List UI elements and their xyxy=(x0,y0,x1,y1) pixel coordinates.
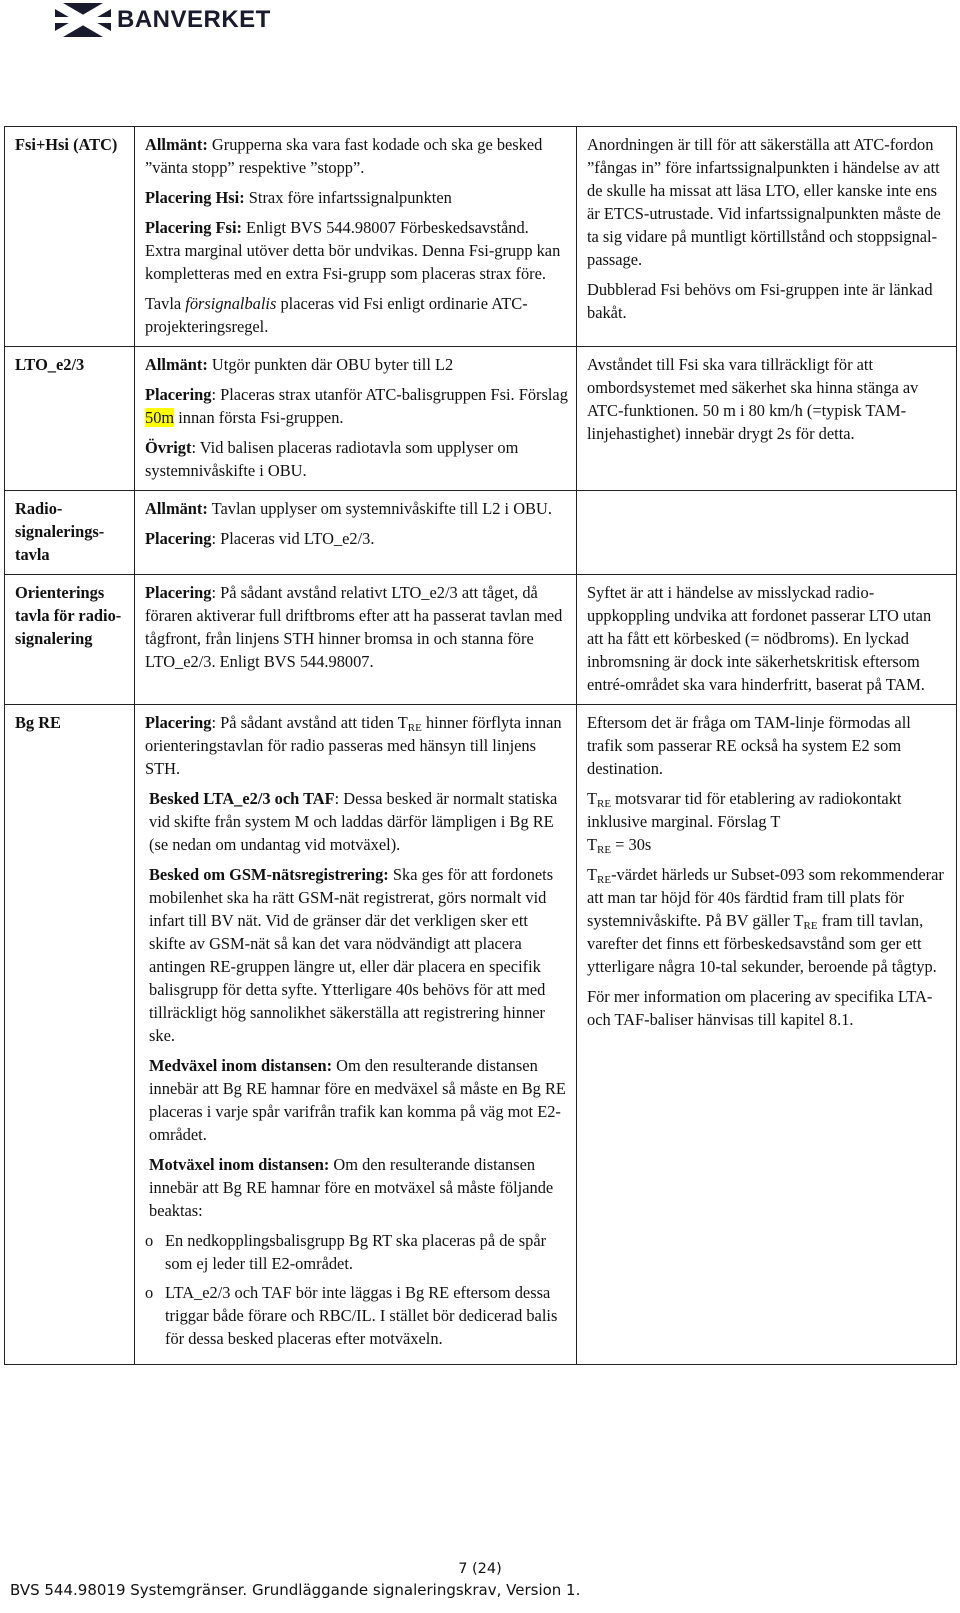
para-label: Allmänt: xyxy=(145,499,208,518)
table-row xyxy=(5,575,957,705)
banverket-logo xyxy=(55,3,271,37)
row-note xyxy=(577,491,957,575)
para-label: Allmänt: xyxy=(145,135,208,154)
subscript: RE xyxy=(803,920,818,932)
list-item-text: LTA_e2/3 och TAF bör inte läggas i Bg RE eftersom dessa triggar både förare och RBC/IL. I stället bör dedicerad balis för dessa besked placeras efter motväxeln. xyxy=(165,1283,558,1348)
row-description xyxy=(135,491,577,575)
requirements-table xyxy=(4,126,957,1365)
document-reference: BVS 544.98019 Systemgränser. Grundläggande signaleringskrav, Version 1. xyxy=(10,1581,581,1599)
bullet-icon: o xyxy=(145,1231,154,1250)
para-text: placeras vid Fsi enligt ordinarie ATC-projekteringsregel. xyxy=(145,294,528,336)
para-text: Strax före infartssignalpunkten xyxy=(244,188,452,207)
subscript: RE xyxy=(407,722,422,734)
subscript: RE xyxy=(597,844,612,856)
para-text: hinner förflyta innan orienteringstavlan för radio passeras med hänsyn till linjens STH. xyxy=(145,713,562,778)
list-item xyxy=(145,1229,568,1275)
note-text: T xyxy=(587,835,598,854)
para-emphasis: försignalbalis xyxy=(185,294,277,313)
highlighted-value: 50m xyxy=(145,408,175,427)
para-label: Placering Hsi: xyxy=(145,188,245,207)
para-label: Placering xyxy=(145,385,212,404)
note-text: T xyxy=(587,789,598,808)
para-text: Om den resulterande distansen innebär att Bg RE hamnar före en motväxel så måste följande beaktas: xyxy=(149,1155,554,1220)
para-label: Övrigt xyxy=(145,438,192,457)
para-text: Tavlan upplyser om systemnivåskifte till L2 i OBU. xyxy=(207,499,552,518)
row-label: Radio-signalerings-tavla xyxy=(5,491,135,575)
row-label: Bg RE xyxy=(5,705,135,1365)
para-text: Om den resulterande distansen innebär att Bg RE hamnar före en medväxel så måste en Bg RE placeras i varje spår varifrån trafik kan komma på väg mot E2-området. xyxy=(149,1056,566,1144)
row-note xyxy=(577,347,957,491)
note-text: -värdet härleds ur Subset-093 som rekommenderar att man tar höjd för 40s färdtid fram till plats för systemnivåskifte. På BV gäller T xyxy=(587,865,944,930)
subscript: RE xyxy=(597,798,612,810)
page-footer xyxy=(0,1559,960,1601)
row-description xyxy=(135,705,577,1365)
para-text: innan första Fsi-gruppen. xyxy=(174,408,344,427)
para-text: Enligt BVS 544.98007 Förbeskedsavstånd. Extra marginal utöver detta bör undvikas. Denna Fsi-grupp kan kompletteras med en extra Fsi-grupp som placeras strax före. xyxy=(145,218,561,283)
page-number: 7 (24) xyxy=(458,1561,502,1577)
banverket-emblem-icon xyxy=(55,3,111,37)
note-text: Avståndet till Fsi ska vara tillräckligt för att ombordsystemet med säkerhet ska hinna stänga av ATC-funktionen. 50 m i 80 km/h (=typisk TAM-linjehastighet) innebär drygt 2s för detta. xyxy=(587,355,919,443)
row-note xyxy=(577,127,957,347)
para-text: : På sådant avstånd att tiden T xyxy=(211,713,408,732)
para-text: Ska ges för att fordonets mobilenhet ska ha rätt GSM-nät registrerat, görs normalt vid infart till BV nät. Vid de gränser där det verkligen sker ett skifte av GSM-nät så kan det vara nödvändigt att placera antingen RE-gruppen längre ut, eller där placera en specifik balisgrupp för detta syfte. Ytterligare 40s behövs för att med tillräckligt hög sannolikhet säkerställa att registrering hinner ske. xyxy=(149,865,554,1045)
row-description xyxy=(135,127,577,347)
list-item xyxy=(145,1281,568,1350)
table-row xyxy=(5,347,957,491)
table-row xyxy=(5,491,957,575)
note-text: motsvarar tid för etablering av radiokontakt inklusive marginal. Förslag T xyxy=(587,789,902,831)
note-text: fram till tavlan, varefter det finns ett förbeskedsavstånd som ger ett ytterligare några 10-tal sekunder, beroende på tågtyp. xyxy=(587,911,937,976)
row-description xyxy=(135,347,577,491)
bullet-icon: o xyxy=(145,1283,154,1302)
para-label: Medväxel inom distansen: xyxy=(149,1056,333,1075)
row-description xyxy=(135,575,577,705)
note-text: = 30s xyxy=(611,835,652,854)
list-item-text: En nedkopplingsbalisgrupp Bg RT ska placeras på de spår som ej leder till E2-området. xyxy=(165,1231,547,1273)
note-text: Syftet är att i händelse av misslyckad radio-uppkoppling undvika att fordonet passerar LTO utan att ha fått ett körbesked (= nödbroms). En lyckad inbromsning är dock inte säkerhetskritisk eftersom entré-området ska vara hinderfritt, baserat på TAM. xyxy=(587,583,932,694)
note-text: Eftersom det är fråga om TAM-linje förmodas all trafik som passerar RE också ha system E2 som destination. xyxy=(587,713,911,778)
para-text: : Placeras strax utanför ATC-balisgruppen Fsi. Förslag xyxy=(211,385,568,404)
para-text: : På sådant avstånd relativt LTO_e2/3 att tåget, då föraren aktiverar full driftbroms efter att ha passerat tavlan med tågfront, från linjens STH hinner bromsa in och stanna före LTO_e2/3. Enligt BVS 544.98007. xyxy=(145,583,563,671)
para-label: Placering xyxy=(145,713,212,732)
note-text: Anordningen är till för att säkerställa att ATC-fordon ”fångas in” före infartssignalpunkten i händelse av att de skulle ha missat att läsa LTO, eller kanske inte ens är ETCS-utrustade. Vid infartssignalpunkten måste de ta sig vidare på muntligt körtillstånd och stoppsignal-passage. xyxy=(587,135,941,269)
para-text: Grupperna ska vara fast kodade och ska ge besked ”vänta stopp” respektive ”stopp”. xyxy=(145,135,543,177)
para-label: Placering xyxy=(145,583,212,602)
para-text: Utgör punkten där OBU byter till L2 xyxy=(207,355,454,374)
para-text: : Vid balisen placeras radiotavla som upplyser om systemnivåskifte i OBU. xyxy=(145,438,519,480)
para-text: : Dessa besked är normalt statiska vid skifte från system M och laddas därför lämpligen i Bg RE (se nedan om undantag vid motväxel). xyxy=(149,789,558,854)
row-label: Fsi+Hsi (ATC) xyxy=(5,127,135,347)
table-row xyxy=(5,127,957,347)
para-text: Tavla xyxy=(145,294,186,313)
row-note xyxy=(577,705,957,1365)
note-text: För mer information om placering av specifika LTA- och TAF-baliser hänvisas till kapitel 8.1. xyxy=(587,987,933,1029)
para-label: Besked LTA_e2/3 och TAF xyxy=(149,789,335,808)
para-label: Placering Fsi: xyxy=(145,218,242,237)
note-text: Dubblerad Fsi behövs om Fsi-gruppen inte är länkad bakåt. xyxy=(587,280,933,322)
row-note xyxy=(577,575,957,705)
para-label: Placering xyxy=(145,529,212,548)
table-row xyxy=(5,705,957,1365)
row-label: Orienterings tavla för radio-signalering xyxy=(5,575,135,705)
para-label: Motväxel inom distansen: xyxy=(149,1155,330,1174)
para-label: Allmänt: xyxy=(145,355,208,374)
note-text: T xyxy=(587,865,598,884)
logo-text: BANVERKET xyxy=(117,6,271,33)
para-label: Besked om GSM-nätsregistrering: xyxy=(149,865,389,884)
row-label: LTO_e2/3 xyxy=(5,347,135,491)
para-text: : Placeras vid LTO_e2/3. xyxy=(211,529,375,548)
subscript: RE xyxy=(597,874,612,886)
